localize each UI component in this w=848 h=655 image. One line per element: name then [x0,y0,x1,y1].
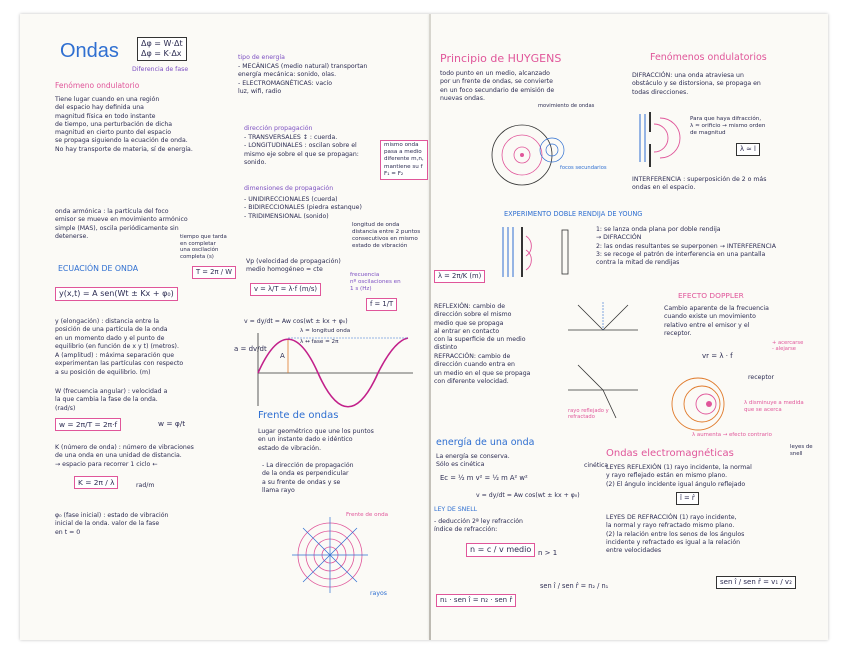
amplitud-text: A (amplitud) : máxima separación que experimentan las partículas con respecto a su posición de equilibrio. (m) [55,352,184,376]
diffraction-diagram [636,112,686,167]
reflexion-text: REFLEXIÓN: cambio de dirección sobre el mismo medio que se propaga al entrar en contacto con la superficie de un medio distinto [434,303,526,352]
frente-text: Lugar geométrico que une los puntos en un instante dado e idéntico estado de vibración. [258,428,374,452]
huygens-text: todo punto en un medio, alcanzado por un frente de ondas, se convierte en un foco secundario de emisión de nuevas ondas. [440,70,555,102]
wave-number-box: K = 2π / λ [74,476,118,489]
young-title: EXPERIMENTO DOBLE RENDIJA DE YOUNG [504,210,643,218]
doppler-high: λ aumenta → efecto contrario [692,432,772,438]
huygens-diagram [482,115,612,190]
wavefront-diagram [290,515,370,595]
reflection-diagram [568,300,638,420]
snell-law-box: n₁ · sen î = n₂ · sen r̂ [436,594,516,607]
huygens-label: movimiento de ondas [538,103,595,109]
dimensiones-text: - UNIDIRECCIONALES (cuerda) - BIDIRECCIONALES (piedra estanque) - TRIDIMENSIONAL (sonido) [244,196,362,220]
doppler-diagram [662,374,742,434]
phase-difference-box: Δφ = W·Δt Δφ = K·Δx [137,37,187,61]
difraccion-text: DIFRACCIÓN: una onda atraviesa un obstáculo y se distorsiona, se propaga en todas direcciones. [632,72,761,96]
tipos-title: tipo de energía [238,54,285,61]
doppler-formula: vr = λ · f [702,352,733,360]
dimensiones-title: dimensiones de propagación [244,185,334,192]
snell-ratio: sen î / sen r̂ = n₂ / n₁ [540,582,609,590]
em-side-note: leyes de snell [790,444,813,457]
fenomeno-text: Tiene lugar cuando en una región del espacio hay definida una magnitud física en todo instante de tiempo, una perturbación de dicha magnitud en cierto punto del espacio se propaga siguiendo la ecuación de onda. No hay transporte de materia, sí de energía. [55,96,193,153]
graph-label-phase: λ ↔ fase = 2π [300,339,339,345]
velocity-wave-equation: v = dy/dt = Aw cos(wt ± kx + φ₀) [476,492,580,499]
wave-equation-box: y(x,t) = A sen(Wt ± Kx + φ₀) [55,287,178,301]
longitud-note: longitud de onda distancia entre 2 puntos consecutivos en mismo estado de vibración [352,222,421,249]
young-text: 1: se lanza onda plana por doble rendija → DIFRACCIÓN 2: las ondas resultantes se superponen → INTERFERENCIA 3: se recoge el patrón de interferencia en una pantalla contra la mitad de rendijas [596,226,776,267]
doppler-low: λ disminuye a medida que se acerca [744,400,804,413]
interferencia-text: INTERFERENCIA : superposición de 2 o más ondas en el espacio. [632,176,767,192]
receptor-label: receptor [748,374,775,381]
phase-caption: Diferencia de fase [132,66,189,73]
doppler-title: EFECTO DOPPLER [678,291,744,300]
refraction-laws: LEYES DE REFRACCIÓN (1) rayo incidente, la normal y rayo refractado mismo plano. (2) la relación entre los senos de los ángulos incidente y refractado es igual a la relación entre velocidades [606,514,745,555]
vp-text: Vp (velocidad de propagación) medio homogéneo = cte [246,258,341,274]
phi-text: φ₀ (fase inicial) : estado de vibración inicial de la onda. valor de la fase en t = 0 [55,512,169,536]
difraccion-note: Para que haya difracción, λ ≈ orificio → mismo orden de magnitud [690,116,766,136]
k-unit: rad/m [136,482,155,489]
doppler-notes: + acercarse - alejarse [772,340,804,353]
angular-frequency-box: w = 2π/T = 2π·f [55,418,121,431]
frente-label: Frente de onda [346,512,389,518]
armonica-text: onda armónica : la partícula del foco emisor se mueve en movimiento armónico simple (MAS), oscila periódicamente sin detenerse. [55,208,188,240]
velocity-box: v = λ/T = λ·f (m/s) [250,283,321,296]
velocity-derivative: v = dy/dt = Aw cos(wt ± kx + φ₀) [244,318,348,325]
em-title: Ondas electromagnéticas [606,448,734,459]
frequency-box: f = 1/T [366,298,397,311]
reflection-law-box: î = r̂ [676,492,699,505]
period-box: T = 2π / W [192,266,236,279]
w-text: W (frecuencia angular) : velocidad a la que cambia la fase de la onda. (rad/s) [55,388,168,412]
energia-title: energía de una onda [436,437,535,448]
reflection-laws: LEYES REFLEXIÓN (1) rayo incidente, la normal y rayo reflejado están en mismo plano. (2) El ángulo incidente igual ángulo reflejado [606,464,752,488]
rayos-label: rayos [370,590,388,597]
sine-ratio-box: sen î / sen r̂ = v₁ / v₂ [716,576,796,589]
fenomeno-title: Fenómeno ondulatorio [55,81,140,90]
fenomenos-title: Fenómenos ondulatorios [650,52,767,63]
refractive-index-box: n = c / v medio [466,543,535,557]
direccion-text: - TRANSVERSALES ↕ : cuerda. - LONGITUDINALES : oscilan sobre el mismo eje sobre el que se propagan: sonido. [244,134,359,166]
tiempo-note: tiempo que tarda en completar una oscilación completa (s) [180,234,227,260]
refraccion-text: REFRACCIÓN: cambio de dirección cuando entra en un medio en el que se propaga con diferente velocidad. [434,353,531,385]
snell-text: - deducción 2ª ley refracción índice de refracción: [434,518,523,534]
page-fold [429,14,431,640]
elongacion-text: y (elongación) : distancia entre la posición de una partícula de la onda en un momento dado y el punto de equilibrio (en función de x y t) (metros). [55,318,179,350]
energia-text: La energía se conserva. Sólo es cinética [436,453,510,469]
lambda-k-box: λ = 2π/K (m) [434,270,485,283]
frente-text-2: - La dirección de propagación de la onda es perpendicular a su frente de ondas y se llama rayo [262,462,354,494]
frecuencia-note: frecuencia nº oscilaciones en 1 s (Hz) [350,272,401,292]
k-text: K (número de onda) : número de vibraciones de una onda en una unidad de distancia. → espacio para recorrer 1 ciclo ← [55,444,194,468]
focos-label: focos secundarios [560,165,607,171]
graph-label-lambda: λ = longitud onda [300,328,351,334]
energia-formula: Ec = ½ m v² = ½ m A² w² [440,474,528,482]
accel-text: a = dv/dt [234,345,267,353]
w-alt: w = φ/t [158,419,186,428]
n-condition: n > 1 [538,549,558,557]
title-ondas: Ondas [60,40,119,62]
energia-cinetica-label: cinética [584,462,609,469]
medio-box: mismo onda pasa a medio diferente m,n, mantiene su f F₁ = F₂ [380,140,428,180]
direccion-title: dirección propagación [244,125,313,132]
doppler-text: Cambio aparente de la frecuencia cuando existe un movimiento relativo entre el emisor y el receptor. [664,305,769,337]
refraction-label: rayo reflejado y refractado [568,408,609,421]
graph-label-amplitude: A [280,352,285,360]
lambda-orifice-box: λ ≈ l [736,143,760,156]
frente-title: Frente de ondas [258,410,339,421]
snell-title: LEY DE SNELL [434,506,478,513]
double-slit-diagram [500,222,580,282]
tipos-text: - MECÁNICAS (medio natural) transportan energía mecánica: sonido, olas. - ELECTROMAGNÉTICAS: vacío luz, wifi, radio [238,63,368,95]
ecuacion-title: ECUACIÓN DE ONDA [58,264,139,273]
huygens-title: Principio de HUYGENS [440,52,562,65]
